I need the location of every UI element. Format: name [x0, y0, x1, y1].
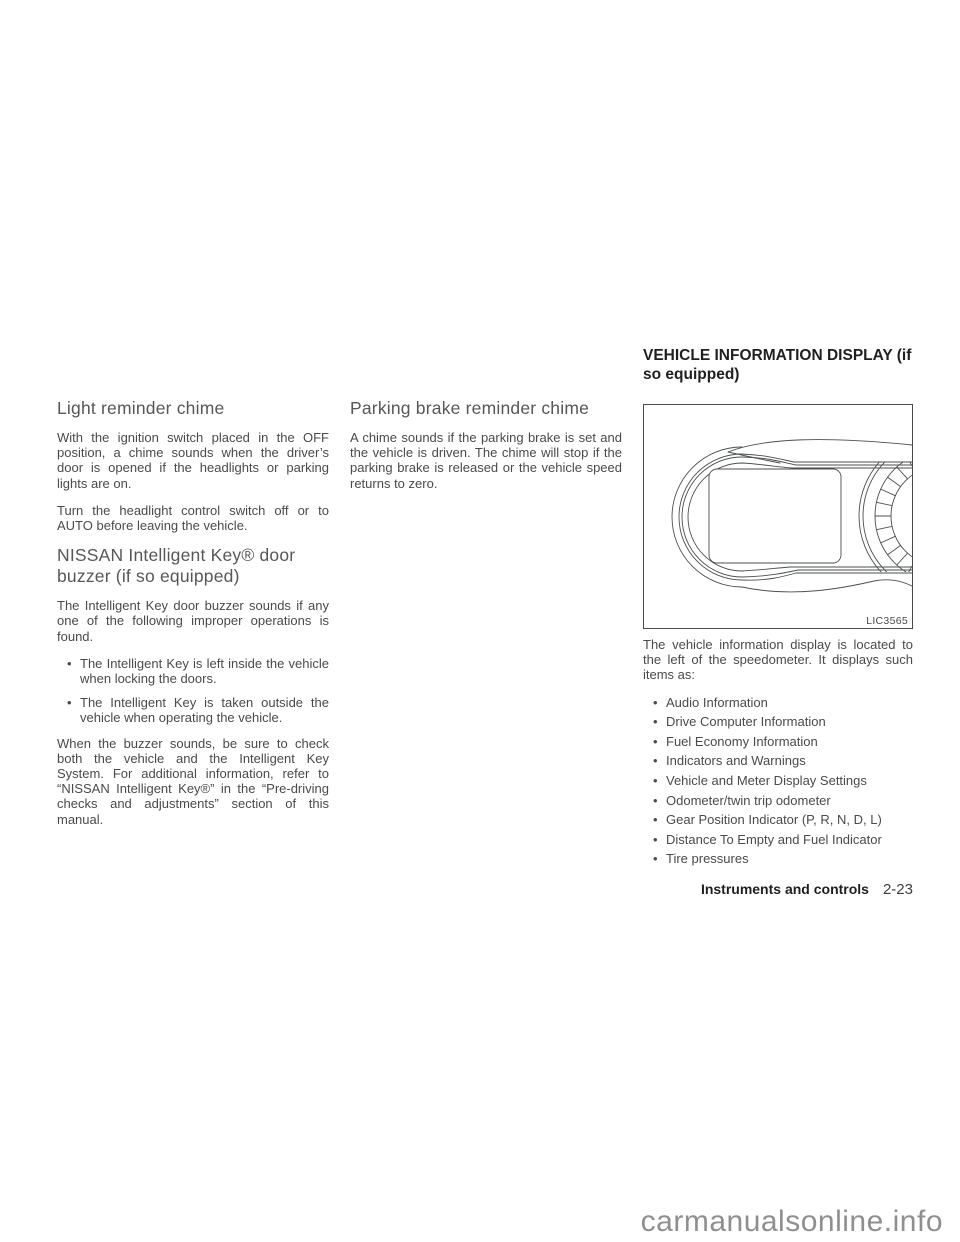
- bullet-dot-icon: •: [653, 851, 658, 867]
- list-item: [643, 753, 913, 768]
- list-item: [643, 793, 913, 808]
- list-item: [643, 773, 913, 788]
- watermark-text: carmanualsonline.info: [640, 1205, 943, 1238]
- list-item: [643, 832, 913, 847]
- list-item-text: Indicators and Warnings: [666, 753, 806, 769]
- bullet-dot-icon: •: [67, 655, 72, 671]
- main-heading: VEHICLE INFORMATION DISPLAY (if so equipped): [643, 347, 912, 383]
- paragraph: Turn the headlight control switch off or to AUTO before leaving the vehicle.: [57, 502, 329, 534]
- list-item: [57, 695, 329, 725]
- list-item-text: Drive Computer Information: [666, 714, 826, 730]
- info-display-screen: [709, 469, 841, 563]
- list-item-text: Fuel Economy Information: [666, 733, 818, 749]
- speedometer-tick-marks: [875, 459, 912, 573]
- left-column: [57, 398, 329, 839]
- vehicle-info-display-figure: [643, 404, 913, 629]
- bullet-dot-icon: •: [653, 753, 658, 769]
- bullet-dot-icon: •: [653, 831, 658, 847]
- section-light-reminder-chime: [57, 398, 329, 533]
- paragraph: The vehicle information display is located to the left of the speedometer. It displays such items as:: [643, 637, 913, 683]
- list-item-text: Distance To Empty and Fuel Indicator: [666, 831, 882, 847]
- section-parking-brake-chime: [350, 398, 622, 491]
- list-item: [643, 812, 913, 827]
- bullet-dot-icon: •: [653, 733, 658, 749]
- middle-column: [350, 398, 622, 503]
- bullet-dot-icon: •: [67, 695, 72, 711]
- list-item: [57, 656, 329, 686]
- section-intelligent-key-buzzer: [57, 545, 329, 827]
- list-item: [643, 734, 913, 749]
- bullet-dot-icon: •: [653, 792, 658, 808]
- paragraph: With the ignition switch placed in the OFF position, a chime sounds when the driver’s door is opened if the headlights or parking lights are on.: [57, 430, 329, 491]
- paragraph: The Intelligent Key door buzzer sounds if any one of the following improper operations is found.: [57, 598, 329, 644]
- list-item: [643, 851, 913, 866]
- list-item: [643, 695, 913, 710]
- page-number: 2-23: [882, 881, 913, 898]
- list-item-text: Gear Position Indicator (P, R, N, D, L): [666, 812, 882, 828]
- paragraph: A chime sounds if the parking brake is set and the vehicle is driven. The chime will stop if the parking brake is released or the vehicle speed returns to zero.: [350, 430, 622, 491]
- list-item-text: Audio Information: [666, 694, 768, 710]
- page-footer: [701, 881, 913, 898]
- bullet-dot-icon: •: [653, 772, 658, 788]
- list-item: [643, 714, 913, 729]
- right-column: [643, 347, 913, 871]
- bullet-dot-icon: •: [653, 694, 658, 710]
- list-item-text: Tire pressures: [666, 851, 749, 867]
- list-item-text: The Intelligent Key is taken outside the vehicle when operating the vehicle.: [80, 695, 329, 726]
- bullet-dot-icon: •: [653, 714, 658, 730]
- cluster-hood-line: [728, 440, 912, 452]
- paragraph: When the buzzer sounds, be sure to check both the vehicle and the Intelligent Key System. For additional information, refer to “NISSAN Intelligent Key®” in the “Pre-driving checks and adjustments” section of this manual.: [57, 735, 329, 827]
- chapter-title: Instruments and controls: [700, 881, 869, 897]
- section-heading: Parking brake reminder chime: [350, 398, 590, 418]
- display-items-list: [643, 695, 913, 867]
- instrument-cluster-line-art: [644, 405, 912, 628]
- list-item-text: Vehicle and Meter Display Settings: [666, 772, 867, 788]
- figure-code-label: LIC3565: [866, 615, 908, 627]
- bullet-dot-icon: •: [653, 812, 658, 828]
- list-item-text: The Intelligent Key is left inside the vehicle when locking the doors.: [80, 655, 329, 687]
- section-heading: NISSAN Intelligent Key® door buzzer (if so equipped): [57, 545, 296, 587]
- bullet-list: [57, 656, 329, 726]
- section-heading: Light reminder chime: [57, 398, 225, 418]
- list-item-text: Odometer/twin trip odometer: [666, 792, 831, 808]
